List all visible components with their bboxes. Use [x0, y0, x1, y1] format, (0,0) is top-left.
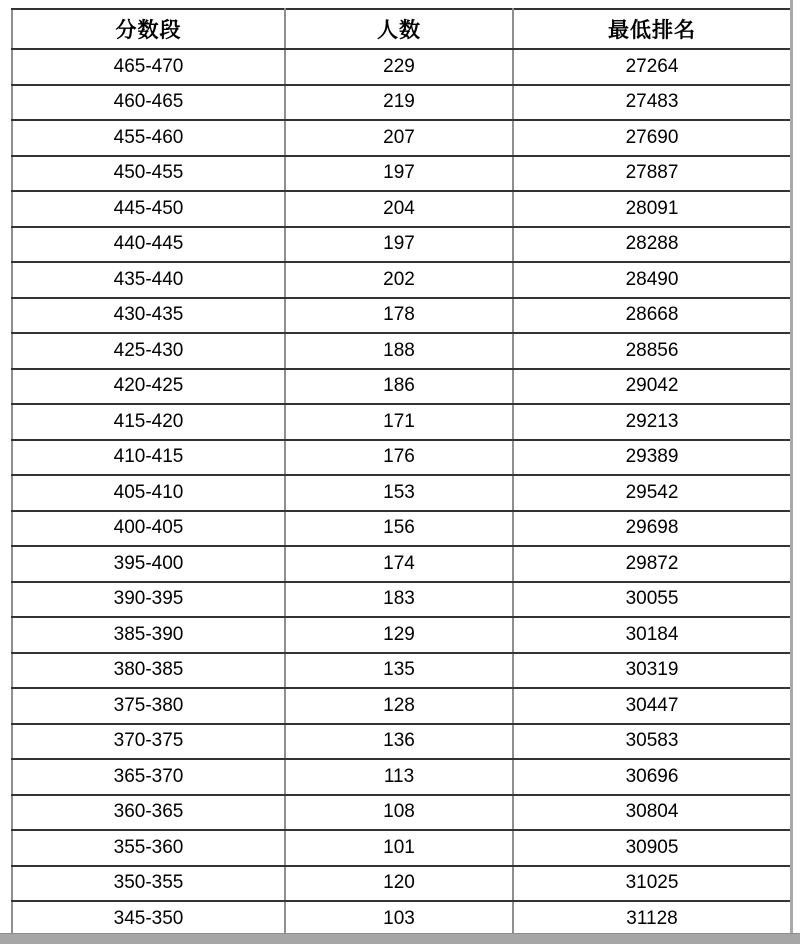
count-cell: 219	[285, 85, 513, 121]
col-header-score-range: 分数段	[12, 9, 285, 49]
lowest-rank-cell: 29872	[513, 546, 791, 582]
table-row	[12, 759, 791, 795]
lowest-rank-cell: 31128	[513, 901, 791, 937]
lowest-rank-cell: 28856	[513, 333, 791, 369]
count-cell: 204	[285, 191, 513, 227]
score-range-cell: 385-390	[12, 617, 285, 653]
lowest-rank-cell: 27690	[513, 120, 791, 156]
table-row	[12, 262, 791, 298]
table-row	[12, 617, 791, 653]
score-range-cell: 400-405	[12, 511, 285, 547]
lowest-rank-cell: 29698	[513, 511, 791, 547]
score-range-cell: 465-470	[12, 49, 285, 85]
table-row	[12, 511, 791, 547]
lowest-rank-cell: 28490	[513, 262, 791, 298]
lowest-rank-cell: 28091	[513, 191, 791, 227]
horizontal-scrollbar[interactable]	[0, 933, 800, 944]
count-cell: 108	[285, 795, 513, 831]
score-range-cell: 370-375	[12, 724, 285, 760]
lowest-rank-cell: 30804	[513, 795, 791, 831]
lowest-rank-cell: 30055	[513, 582, 791, 618]
score-range-cell: 355-360	[12, 830, 285, 866]
table-row	[12, 724, 791, 760]
score-range-cell: 390-395	[12, 582, 285, 618]
table-row	[12, 49, 791, 85]
score-range-cell: 445-450	[12, 191, 285, 227]
lowest-rank-cell: 29213	[513, 404, 791, 440]
count-cell: 135	[285, 653, 513, 689]
score-range-cell: 420-425	[12, 369, 285, 405]
lowest-rank-cell: 31025	[513, 866, 791, 902]
table-row	[12, 156, 791, 192]
count-cell: 176	[285, 440, 513, 476]
table-row	[12, 901, 791, 937]
table-row	[12, 440, 791, 476]
count-cell: 202	[285, 262, 513, 298]
lowest-rank-cell: 27887	[513, 156, 791, 192]
count-cell: 156	[285, 511, 513, 547]
table-row	[12, 795, 791, 831]
score-range-cell: 450-455	[12, 156, 285, 192]
lowest-rank-cell: 29389	[513, 440, 791, 476]
score-range-cell: 410-415	[12, 440, 285, 476]
table-row	[12, 298, 791, 334]
score-range-cell: 460-465	[12, 85, 285, 121]
count-cell: 113	[285, 759, 513, 795]
score-range-cell: 405-410	[12, 475, 285, 511]
score-range-cell: 380-385	[12, 653, 285, 689]
score-range-cell: 360-365	[12, 795, 285, 831]
col-header-lowest-rank: 最低排名	[513, 9, 791, 49]
score-range-cell: 415-420	[12, 404, 285, 440]
lowest-rank-cell: 28288	[513, 227, 791, 263]
table-row	[12, 653, 791, 689]
table-row	[12, 333, 791, 369]
lowest-rank-cell: 27483	[513, 85, 791, 121]
lowest-rank-cell: 27264	[513, 49, 791, 85]
lowest-rank-cell: 29042	[513, 369, 791, 405]
score-range-cell: 425-430	[12, 333, 285, 369]
lowest-rank-cell: 30583	[513, 724, 791, 760]
table-row	[12, 404, 791, 440]
table-row	[12, 227, 791, 263]
table-row	[12, 191, 791, 227]
count-cell: 197	[285, 156, 513, 192]
score-range-cell: 455-460	[12, 120, 285, 156]
count-cell: 178	[285, 298, 513, 334]
table-row	[12, 120, 791, 156]
count-cell: 129	[285, 617, 513, 653]
count-cell: 120	[285, 866, 513, 902]
table-row	[12, 85, 791, 121]
count-cell: 128	[285, 688, 513, 724]
count-cell: 103	[285, 901, 513, 937]
lowest-rank-cell: 30905	[513, 830, 791, 866]
count-cell: 101	[285, 830, 513, 866]
score-range-cell: 395-400	[12, 546, 285, 582]
table-row	[12, 582, 791, 618]
score-range-cell: 440-445	[12, 227, 285, 263]
lowest-rank-cell: 30319	[513, 653, 791, 689]
lowest-rank-cell: 30696	[513, 759, 791, 795]
count-cell: 136	[285, 724, 513, 760]
count-cell: 174	[285, 546, 513, 582]
score-range-cell: 345-350	[12, 901, 285, 937]
count-cell: 171	[285, 404, 513, 440]
table-row	[12, 546, 791, 582]
table-row	[12, 830, 791, 866]
count-cell: 229	[285, 49, 513, 85]
score-range-cell: 435-440	[12, 262, 285, 298]
table-row	[12, 475, 791, 511]
table-header-row	[12, 9, 791, 49]
page-edge	[790, 0, 793, 944]
count-cell: 197	[285, 227, 513, 263]
score-range-cell: 430-435	[12, 298, 285, 334]
score-range-cell: 375-380	[12, 688, 285, 724]
table-row	[12, 369, 791, 405]
table-row	[12, 688, 791, 724]
score-distribution-table	[11, 8, 792, 938]
count-cell: 188	[285, 333, 513, 369]
count-cell: 207	[285, 120, 513, 156]
score-range-cell: 365-370	[12, 759, 285, 795]
table-row	[12, 866, 791, 902]
lowest-rank-cell: 28668	[513, 298, 791, 334]
col-header-count: 人数	[285, 9, 513, 49]
lowest-rank-cell: 29542	[513, 475, 791, 511]
lowest-rank-cell: 30184	[513, 617, 791, 653]
count-cell: 183	[285, 582, 513, 618]
score-range-cell: 350-355	[12, 866, 285, 902]
count-cell: 153	[285, 475, 513, 511]
count-cell: 186	[285, 369, 513, 405]
lowest-rank-cell: 30447	[513, 688, 791, 724]
